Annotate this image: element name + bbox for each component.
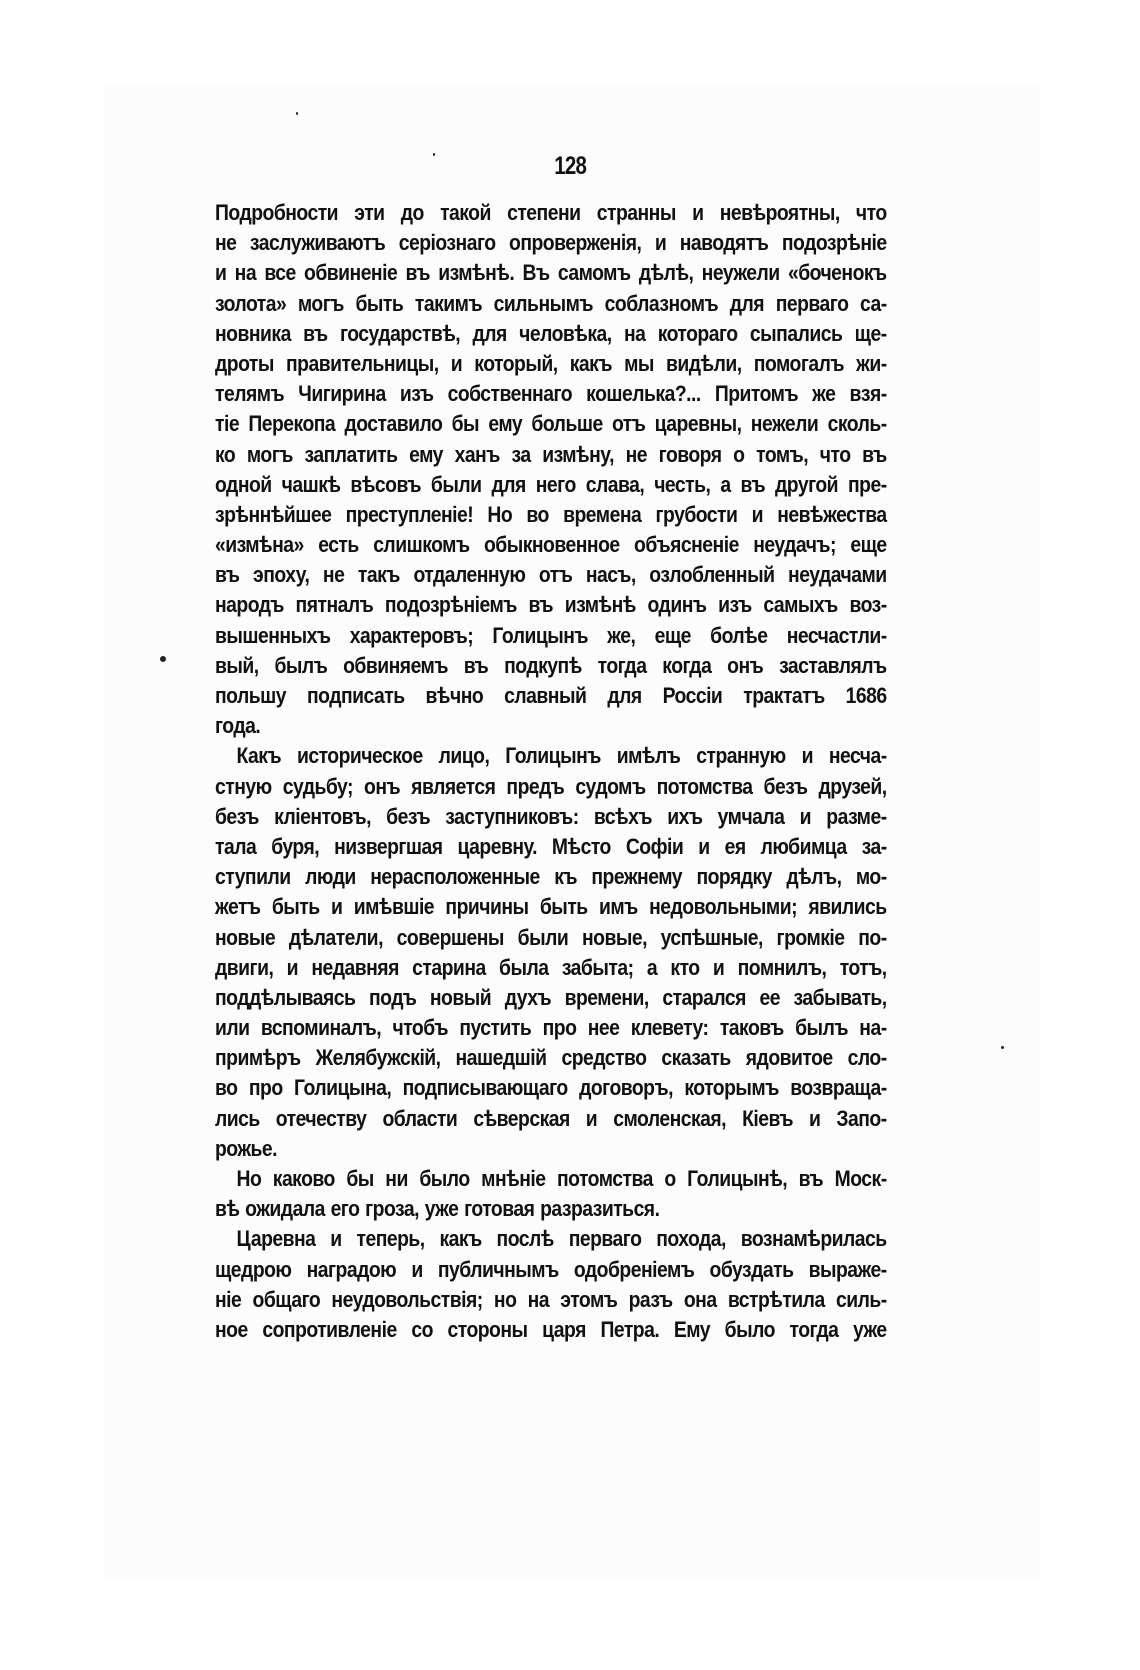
text-line: лись отечеству области сѣверская и смоленская, Кіевъ и Запо- bbox=[215, 1105, 887, 1131]
text-line: народъ пятналъ подозрѣніемъ въ измѣнѣ одинъ изъ самыхъ воз- bbox=[215, 592, 887, 618]
text-line: телямъ Чигирина изъ собственнаго кошелька?... Притомъ же взя- bbox=[215, 381, 887, 407]
scan-speck bbox=[1001, 1046, 1004, 1049]
text-line: польшу подписать вѣчно славный для Россіи трактатъ 1686 bbox=[215, 683, 887, 708]
text-line: и на все обвиненіе въ измѣнѣ. Въ самомъ дѣлѣ, неужели «боченокъ bbox=[215, 260, 887, 286]
text-line: ніе общаго неудовольствія; но на этомъ разъ она встрѣтила силь- bbox=[215, 1286, 887, 1312]
text-line: Царевна и теперь, какъ послѣ перваго похода, вознамѣрилась bbox=[236, 1226, 887, 1252]
text-line: вый, былъ обвиняемъ въ подкупѣ тогда когда онъ заставлялъ bbox=[215, 652, 887, 678]
text-line: вышенныхъ характеровъ; Голицынъ же, еще болѣе несчастли- bbox=[215, 622, 887, 648]
text-line: «измѣна» есть слишкомъ обыкновенное объясненіе неудачъ; еще bbox=[215, 532, 887, 558]
text-line: дроты правительницы, и который, какъ мы видѣли, помогалъ жи- bbox=[215, 350, 887, 376]
text-line: въ эпоху, не такъ отдаленную отъ насъ, озлобленный неудачами bbox=[215, 562, 887, 588]
text-line: или вспоминалъ, чтобъ пустить про нее клевету: таковъ былъ на- bbox=[215, 1015, 887, 1041]
text-line: стную судьбу; онъ является предъ судомъ потомства безъ друзей, bbox=[215, 773, 887, 799]
text-line: примѣръ Желябужскій, нашедшій средство сказать ядовитое сло- bbox=[215, 1045, 887, 1071]
page-number: 128 bbox=[554, 152, 587, 180]
text-line: зрѣннѣйшее преступленіе! Но во времена грубости и невѣжества bbox=[215, 501, 887, 527]
text-line: вѣ ожидала его гроза, уже готовая разразиться. bbox=[215, 1196, 660, 1222]
text-line: не заслуживаютъ серіознаго опроверженія, и наводятъ подозрѣніе bbox=[215, 230, 887, 256]
text-line: новые дѣлатели, совершены были новые, успѣшные, громкіе по- bbox=[215, 924, 887, 950]
text-line: во про Голицына, подписывающаго договоръ, которымъ возвраща- bbox=[215, 1075, 887, 1101]
text-line: поддѣлываясь подъ новый духъ времени, старался ее забывать, bbox=[215, 984, 887, 1010]
body-text bbox=[215, 198, 887, 1345]
scan-speck bbox=[160, 656, 166, 662]
text-line: Но каково бы ни было мнѣніе потомства о Голицынѣ, въ Моск- bbox=[236, 1166, 887, 1191]
text-line: тіе Перекопа доставило бы ему больше отъ царевны, нежели сколь- bbox=[215, 411, 887, 437]
text-line: одной чашкѣ вѣсовъ были для него слава, честь, а въ другой пре- bbox=[215, 471, 887, 497]
text-line: рожье. bbox=[215, 1135, 278, 1161]
text-line: золота» могъ быть такимъ сильнымъ соблазномъ для перваго са- bbox=[215, 290, 887, 316]
text-line: новника въ государствѣ, для человѣка, на котораго сыпались ще- bbox=[215, 320, 887, 346]
text-line: Подробности эти до такой степени странны и невѣроятны, что bbox=[215, 200, 887, 225]
paragraph bbox=[215, 198, 887, 741]
paragraph bbox=[215, 741, 887, 1164]
text-line: ко могъ заплатить ему ханъ за измѣну, не говоря о томъ, что въ bbox=[215, 441, 887, 467]
text-line: Какъ историческое лицо, Голицынъ имѣлъ странную и несча- bbox=[236, 743, 887, 769]
text-line: безъ кліентовъ, безъ заступниковъ: всѣхъ ихъ умчала и разме- bbox=[215, 803, 887, 829]
text-line: тала буря, низвергшая царевну. Мѣсто Софіи и ея любимца за- bbox=[215, 833, 887, 859]
scan-speck bbox=[296, 112, 298, 115]
text-line: ное сопротивленіе со стороны царя Петра. Ему было тогда уже bbox=[215, 1316, 887, 1342]
text-line: года. bbox=[215, 713, 261, 739]
paragraph bbox=[215, 1224, 887, 1345]
text-line: щедрою наградою и публичнымъ одобреніемъ обуздать выраже- bbox=[215, 1256, 887, 1282]
text-line: двиги, и недавняя старина была забыта; а кто и помнилъ, тотъ, bbox=[215, 954, 887, 980]
text-line: ступили люди нерасположенные къ прежнему порядку дѣлъ, мо- bbox=[215, 864, 887, 890]
text-line: жетъ быть и имѣвшіе причины быть имъ недовольными; явились bbox=[215, 894, 887, 920]
paragraph bbox=[215, 1164, 887, 1224]
